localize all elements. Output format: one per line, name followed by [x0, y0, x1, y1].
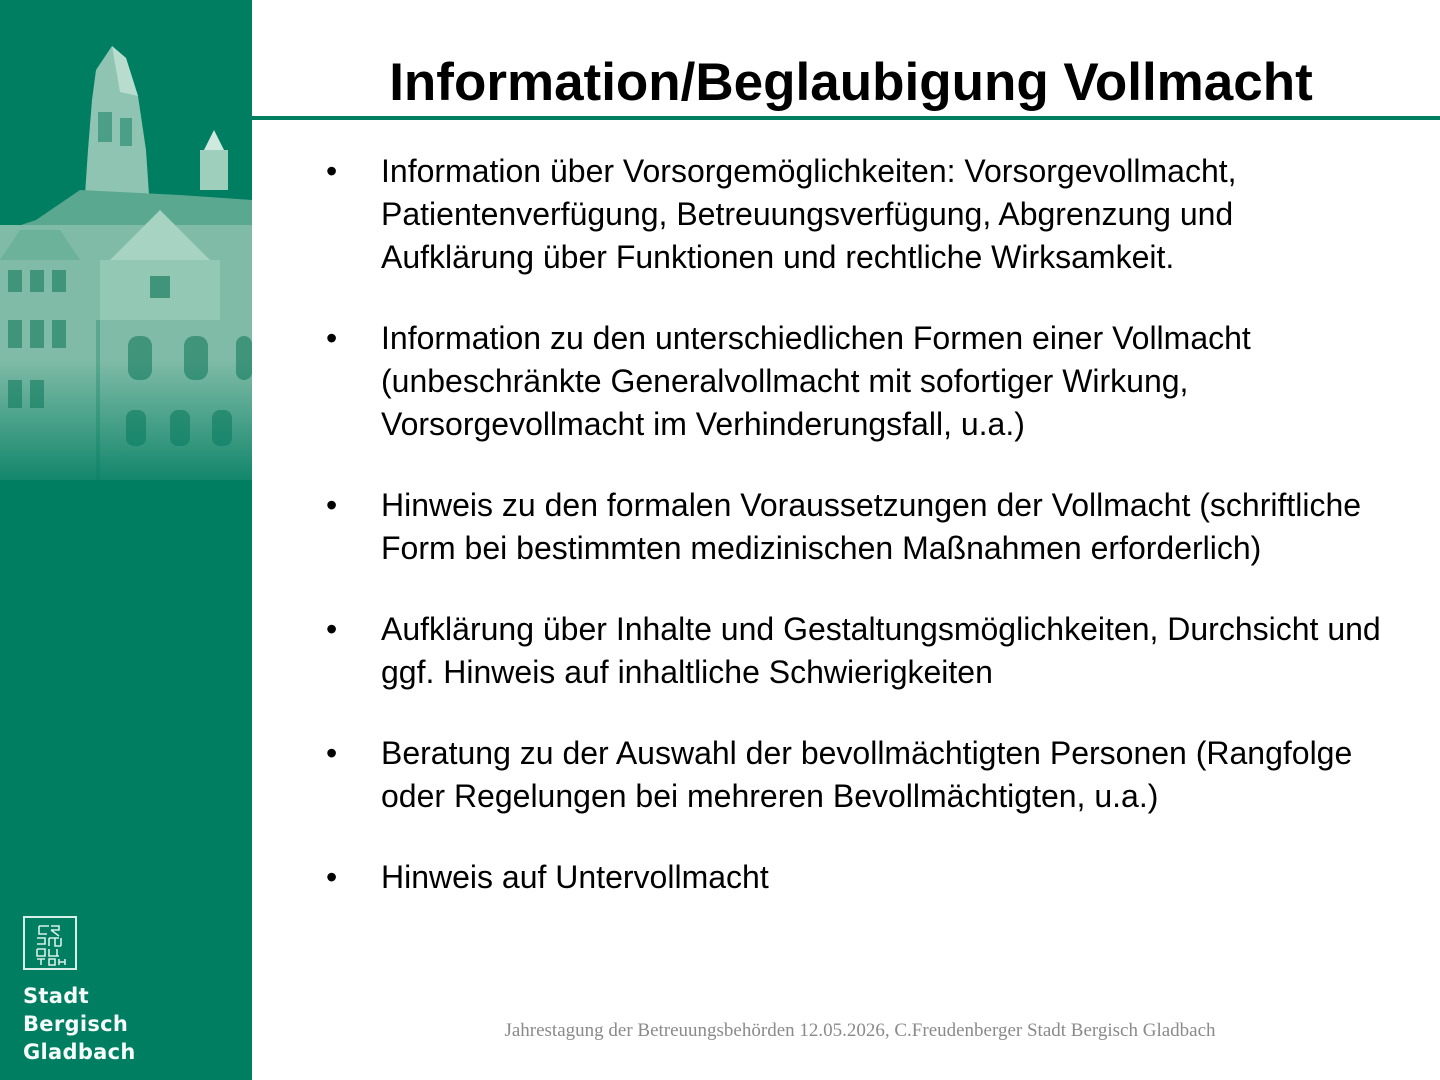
title-underline [252, 116, 1440, 120]
bullet-item [326, 856, 1386, 899]
bullet-dot: • [326, 153, 338, 189]
bullet-dot: • [326, 487, 338, 523]
bullet-text: Information zu den unterschiedlichen Formen einer Vollmacht (unbeschränkte Generalvollmacht mit sofortiger Wirkung, Vorsorgevollmacht im Verhinderungsfall, u.a.) [381, 320, 1251, 442]
bullet-text: Aufklärung über Inhalte und Gestaltungsmöglichkeiten, Durchsicht und ggf. Hinweis auf inhaltliche Schwierigkeiten [381, 611, 1381, 690]
bullet-text: Hinweis zu den formalen Voraussetzungen der Vollmacht (schriftliche Form bei bestimmten medizinischen Maßnahmen erforderlich) [381, 487, 1362, 566]
bullet-item [326, 608, 1386, 694]
bullet-item [326, 732, 1386, 818]
city-crest-icon [23, 916, 77, 970]
sidebar [0, 0, 252, 1080]
bullet-text: Hinweis auf Untervollmacht [381, 859, 769, 895]
bullet-item [326, 484, 1386, 570]
bullet-item [326, 317, 1386, 446]
bullet-dot: • [326, 611, 338, 647]
city-brand [23, 982, 248, 1066]
bullet-text: Information über Vorsorgemöglichkeiten: Vorsorgevollmacht, Patientenverfügung, Betreuungsverfügung, Abgrenzung und Aufklärung über Funktionen und rechtliche Wirksamkeit. [381, 153, 1237, 275]
bullet-dot: • [326, 859, 338, 895]
bullet-item [326, 150, 1386, 279]
brand-line-2: Bergisch Gladbach [23, 1012, 136, 1064]
bullet-list [326, 150, 1386, 937]
slide-title: Information/Beglaubigung Vollmacht [389, 53, 1313, 112]
bullet-dot: • [326, 735, 338, 771]
bullet-dot: • [326, 320, 338, 356]
town-hall-photo [0, 0, 252, 480]
brand-line-1: Stadt [23, 984, 89, 1008]
bullet-text: Beratung zu der Auswahl der bevollmächtigten Personen (Rangfolge oder Regelungen bei mehreren Bevollmächtigten, u.a.) [381, 735, 1353, 814]
slide-footer: Jahrestagung der Betreuungsbehörden 12.05.2026, C.Freudenberger Stadt Bergisch Gladbach [504, 1020, 1216, 1041]
